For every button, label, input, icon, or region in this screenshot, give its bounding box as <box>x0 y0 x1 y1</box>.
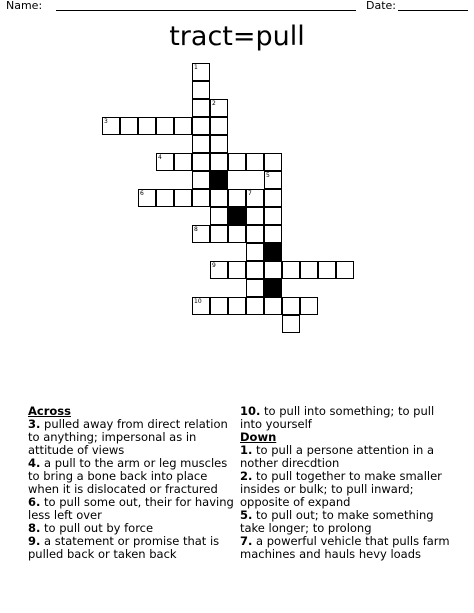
across-clue <box>28 418 234 457</box>
clue-number: 3. <box>28 417 41 431</box>
grid-cell[interactable] <box>264 153 282 171</box>
clue-text: to pull out by force <box>40 521 154 535</box>
clue-text: to pull into something; to pull into yourself <box>240 404 435 431</box>
cell-number: 3 <box>104 118 108 125</box>
grid-block <box>264 279 282 297</box>
grid-cell[interactable] <box>192 135 210 153</box>
grid-cell[interactable] <box>156 153 174 171</box>
clue-number: 2. <box>240 469 253 483</box>
grid-cell[interactable] <box>174 153 192 171</box>
grid-cell[interactable] <box>246 207 264 225</box>
cell-number: 6 <box>140 190 144 197</box>
grid-cell[interactable] <box>210 135 228 153</box>
grid-cell[interactable] <box>210 261 228 279</box>
grid-cell[interactable] <box>264 225 282 243</box>
grid-cell[interactable] <box>174 189 192 207</box>
cell-number: 1 <box>194 64 198 71</box>
grid-cell[interactable] <box>336 261 354 279</box>
clue-number: 4. <box>28 456 41 470</box>
puzzle-title: tract=pull <box>169 21 305 52</box>
grid-cell[interactable] <box>210 117 228 135</box>
grid-cell[interactable] <box>228 189 246 207</box>
clue-text: pulled away from direct relation to anything; impersonal as in attitude of views <box>28 417 228 457</box>
clue-text: to pull a persone attention in a nother direcdtion <box>240 443 435 470</box>
grid-cell[interactable] <box>192 297 210 315</box>
clue-number: 5. <box>240 508 253 522</box>
grid-cell[interactable] <box>192 189 210 207</box>
grid-cell[interactable] <box>210 297 228 315</box>
grid-cell[interactable] <box>246 297 264 315</box>
clue-text: to pull together to make smaller insides or bulk; to pull inward; opposite of expand <box>240 469 442 509</box>
grid-cell[interactable] <box>102 117 120 135</box>
clue-number: 8. <box>28 521 41 535</box>
cell-number: 7 <box>248 190 252 197</box>
grid-cell[interactable] <box>156 189 174 207</box>
grid-cell[interactable] <box>300 297 318 315</box>
grid-cell[interactable] <box>192 225 210 243</box>
grid-block <box>210 171 228 189</box>
down-heading: Down <box>240 430 277 444</box>
down-clue <box>240 470 450 509</box>
down-clue <box>240 509 450 535</box>
clue-text: to pull out; to make something take longer; to prolong <box>240 508 434 535</box>
clue-number: 9. <box>28 534 41 548</box>
grid-cell[interactable] <box>228 225 246 243</box>
across-clue <box>240 405 450 431</box>
down-clue <box>240 444 450 470</box>
grid-cell[interactable] <box>246 225 264 243</box>
grid-cell[interactable] <box>246 153 264 171</box>
grid-cell[interactable] <box>300 261 318 279</box>
grid-cell[interactable] <box>318 261 336 279</box>
grid-cell[interactable] <box>246 261 264 279</box>
grid-cell[interactable] <box>210 189 228 207</box>
date-label: Date: <box>366 0 396 12</box>
cell-number: 5 <box>266 172 270 179</box>
grid-cell[interactable] <box>264 261 282 279</box>
grid-cell[interactable] <box>282 315 300 333</box>
grid-cell[interactable] <box>174 117 192 135</box>
grid-cell[interactable] <box>246 243 264 261</box>
clue-text: a pull to the arm or leg muscles to bring a bone back into place when it is dislocated or fractured <box>28 456 228 496</box>
grid-cell[interactable] <box>246 279 264 297</box>
clue-number: 10. <box>240 404 261 418</box>
clue-text: a powerful vehicle that pulls farm machines and hauls hevy loads <box>240 534 450 561</box>
grid-cell[interactable] <box>120 117 138 135</box>
clue-text: to pull some out, their for having less left over <box>28 495 234 522</box>
grid-cell[interactable] <box>228 153 246 171</box>
cell-number: 10 <box>194 298 202 305</box>
grid-cell[interactable] <box>264 297 282 315</box>
grid-cell[interactable] <box>228 261 246 279</box>
grid-block <box>264 243 282 261</box>
grid-cell[interactable] <box>192 171 210 189</box>
down-clue <box>240 535 450 561</box>
grid-cell[interactable] <box>228 297 246 315</box>
grid-cell[interactable] <box>210 207 228 225</box>
across-heading: Across <box>28 404 71 418</box>
cell-number: 9 <box>212 262 216 269</box>
across-clues <box>28 405 234 561</box>
across-clue <box>28 496 234 522</box>
grid-cell[interactable] <box>282 261 300 279</box>
grid-cell[interactable] <box>210 99 228 117</box>
grid-cell[interactable] <box>210 153 228 171</box>
clue-text: a statement or promise that is pulled back or taken back <box>28 534 220 561</box>
clue-number: 1. <box>240 443 253 457</box>
across-clue <box>28 457 234 496</box>
cell-number: 4 <box>158 154 162 161</box>
grid-cell[interactable] <box>264 171 282 189</box>
down-clues-column <box>240 405 450 561</box>
grid-cell[interactable] <box>138 117 156 135</box>
grid-cell[interactable] <box>246 189 264 207</box>
grid-cell[interactable] <box>282 297 300 315</box>
grid-cell[interactable] <box>138 189 156 207</box>
cell-number: 8 <box>194 226 198 233</box>
grid-cell[interactable] <box>264 189 282 207</box>
grid-cell[interactable] <box>192 63 210 81</box>
clue-number: 6. <box>28 495 41 509</box>
grid-cell[interactable] <box>192 153 210 171</box>
grid-cell[interactable] <box>210 225 228 243</box>
grid-cell[interactable] <box>192 99 210 117</box>
grid-cell[interactable] <box>264 207 282 225</box>
cell-number: 2 <box>212 100 216 107</box>
across-clue <box>28 535 234 561</box>
grid-cell[interactable] <box>156 117 174 135</box>
clue-number: 7. <box>240 534 253 548</box>
grid-cell[interactable] <box>192 81 210 99</box>
grid-cell[interactable] <box>192 117 210 135</box>
grid-block <box>228 207 246 225</box>
name-label: Name: <box>6 0 43 12</box>
